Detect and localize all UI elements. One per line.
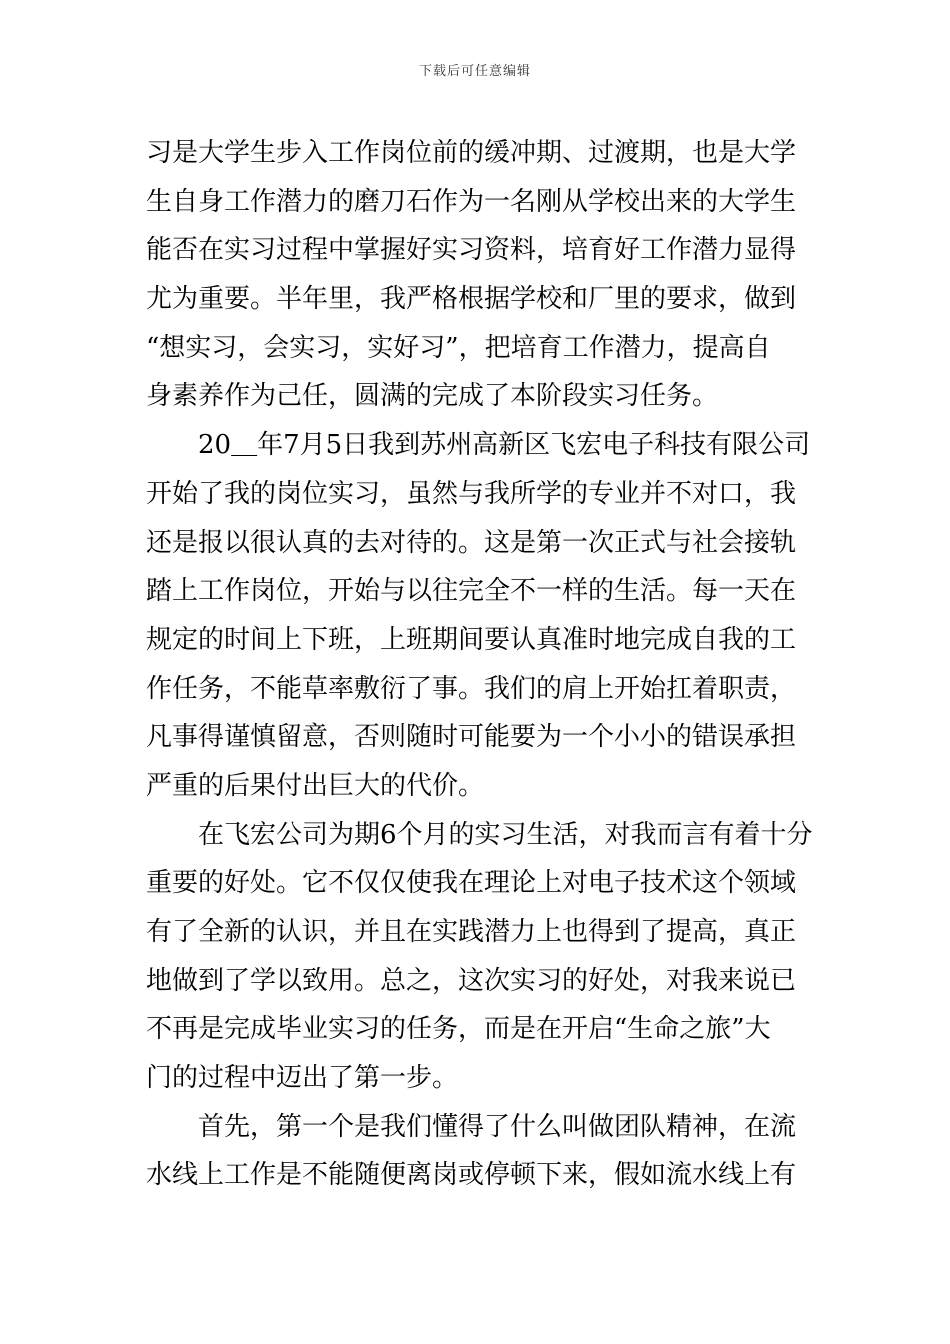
text-line: 作任务，不能草率敷衍了事。我们的肩上开始扛着职责，	[146, 673, 797, 704]
text-line: 重要的好处。它不仅仅使我在理论上对电子技术这个领域	[146, 868, 797, 899]
document-body	[146, 129, 816, 1200]
text-line: 尤为重要。半年里，我严格根据学校和厂里的要求，做到	[146, 284, 797, 315]
text-line: 严重的后果付出巨大的代价。	[146, 770, 485, 801]
text-line: 20＿年7月5日我到苏州高新区飞宏电子科技有限公司	[146, 430, 811, 461]
text-line: 规定的时间上下班，上班期间要认真准时地完成自我的工	[146, 624, 797, 655]
text-line: 门的过程中迈出了第一步。	[146, 1063, 459, 1094]
text-line: 踏上工作岗位，开始与以往完全不一样的生活。每一天在	[146, 576, 797, 607]
text-line: 身素养作为己任，圆满的完成了本阶段实习任务。	[146, 381, 719, 412]
text-line: 地做到了学以致用。总之，这次实习的好处，对我来说已	[146, 965, 797, 996]
text-line: 在飞宏公司为期6个月的实习生活，对我而言有着十分	[146, 819, 813, 850]
text-line: 还是报以很认真的去对待的。这是第一次正式与社会接轨	[146, 527, 797, 558]
text-line: 凡事得谨慎留意，否则随时可能要为一个小小的错误承担	[146, 722, 797, 753]
text-line: 能否在实习过程中掌握好实习资料，培育好工作潜力显得	[146, 235, 797, 266]
text-line: 有了全新的认识，并且在实践潜力上也得到了提高，真正	[146, 917, 797, 947]
page-header: 下载后可任意编辑	[418, 64, 531, 79]
text-line: 水线上工作是不能随便离岗或停顿下来，假如流水线上有	[146, 1160, 797, 1191]
text-line: 生自身工作潜力的磨刀石作为一名刚从学校出来的大学生	[146, 186, 797, 217]
text-line: “想实习，会实习，实好习”，把培育工作潜力，提高自	[146, 332, 771, 363]
text-line: 开始了我的岗位实习，虽然与我所学的专业并不对口，我	[146, 478, 797, 509]
text-line: 习是大学生步入工作岗位前的缓冲期、过渡期，也是大学	[146, 138, 797, 168]
text-line: 不再是完成毕业实习的任务，而是在开启“生命之旅”大	[146, 1014, 771, 1045]
text-line: 首先，第一个是我们懂得了什么叫做团队精神，在流	[146, 1111, 797, 1142]
